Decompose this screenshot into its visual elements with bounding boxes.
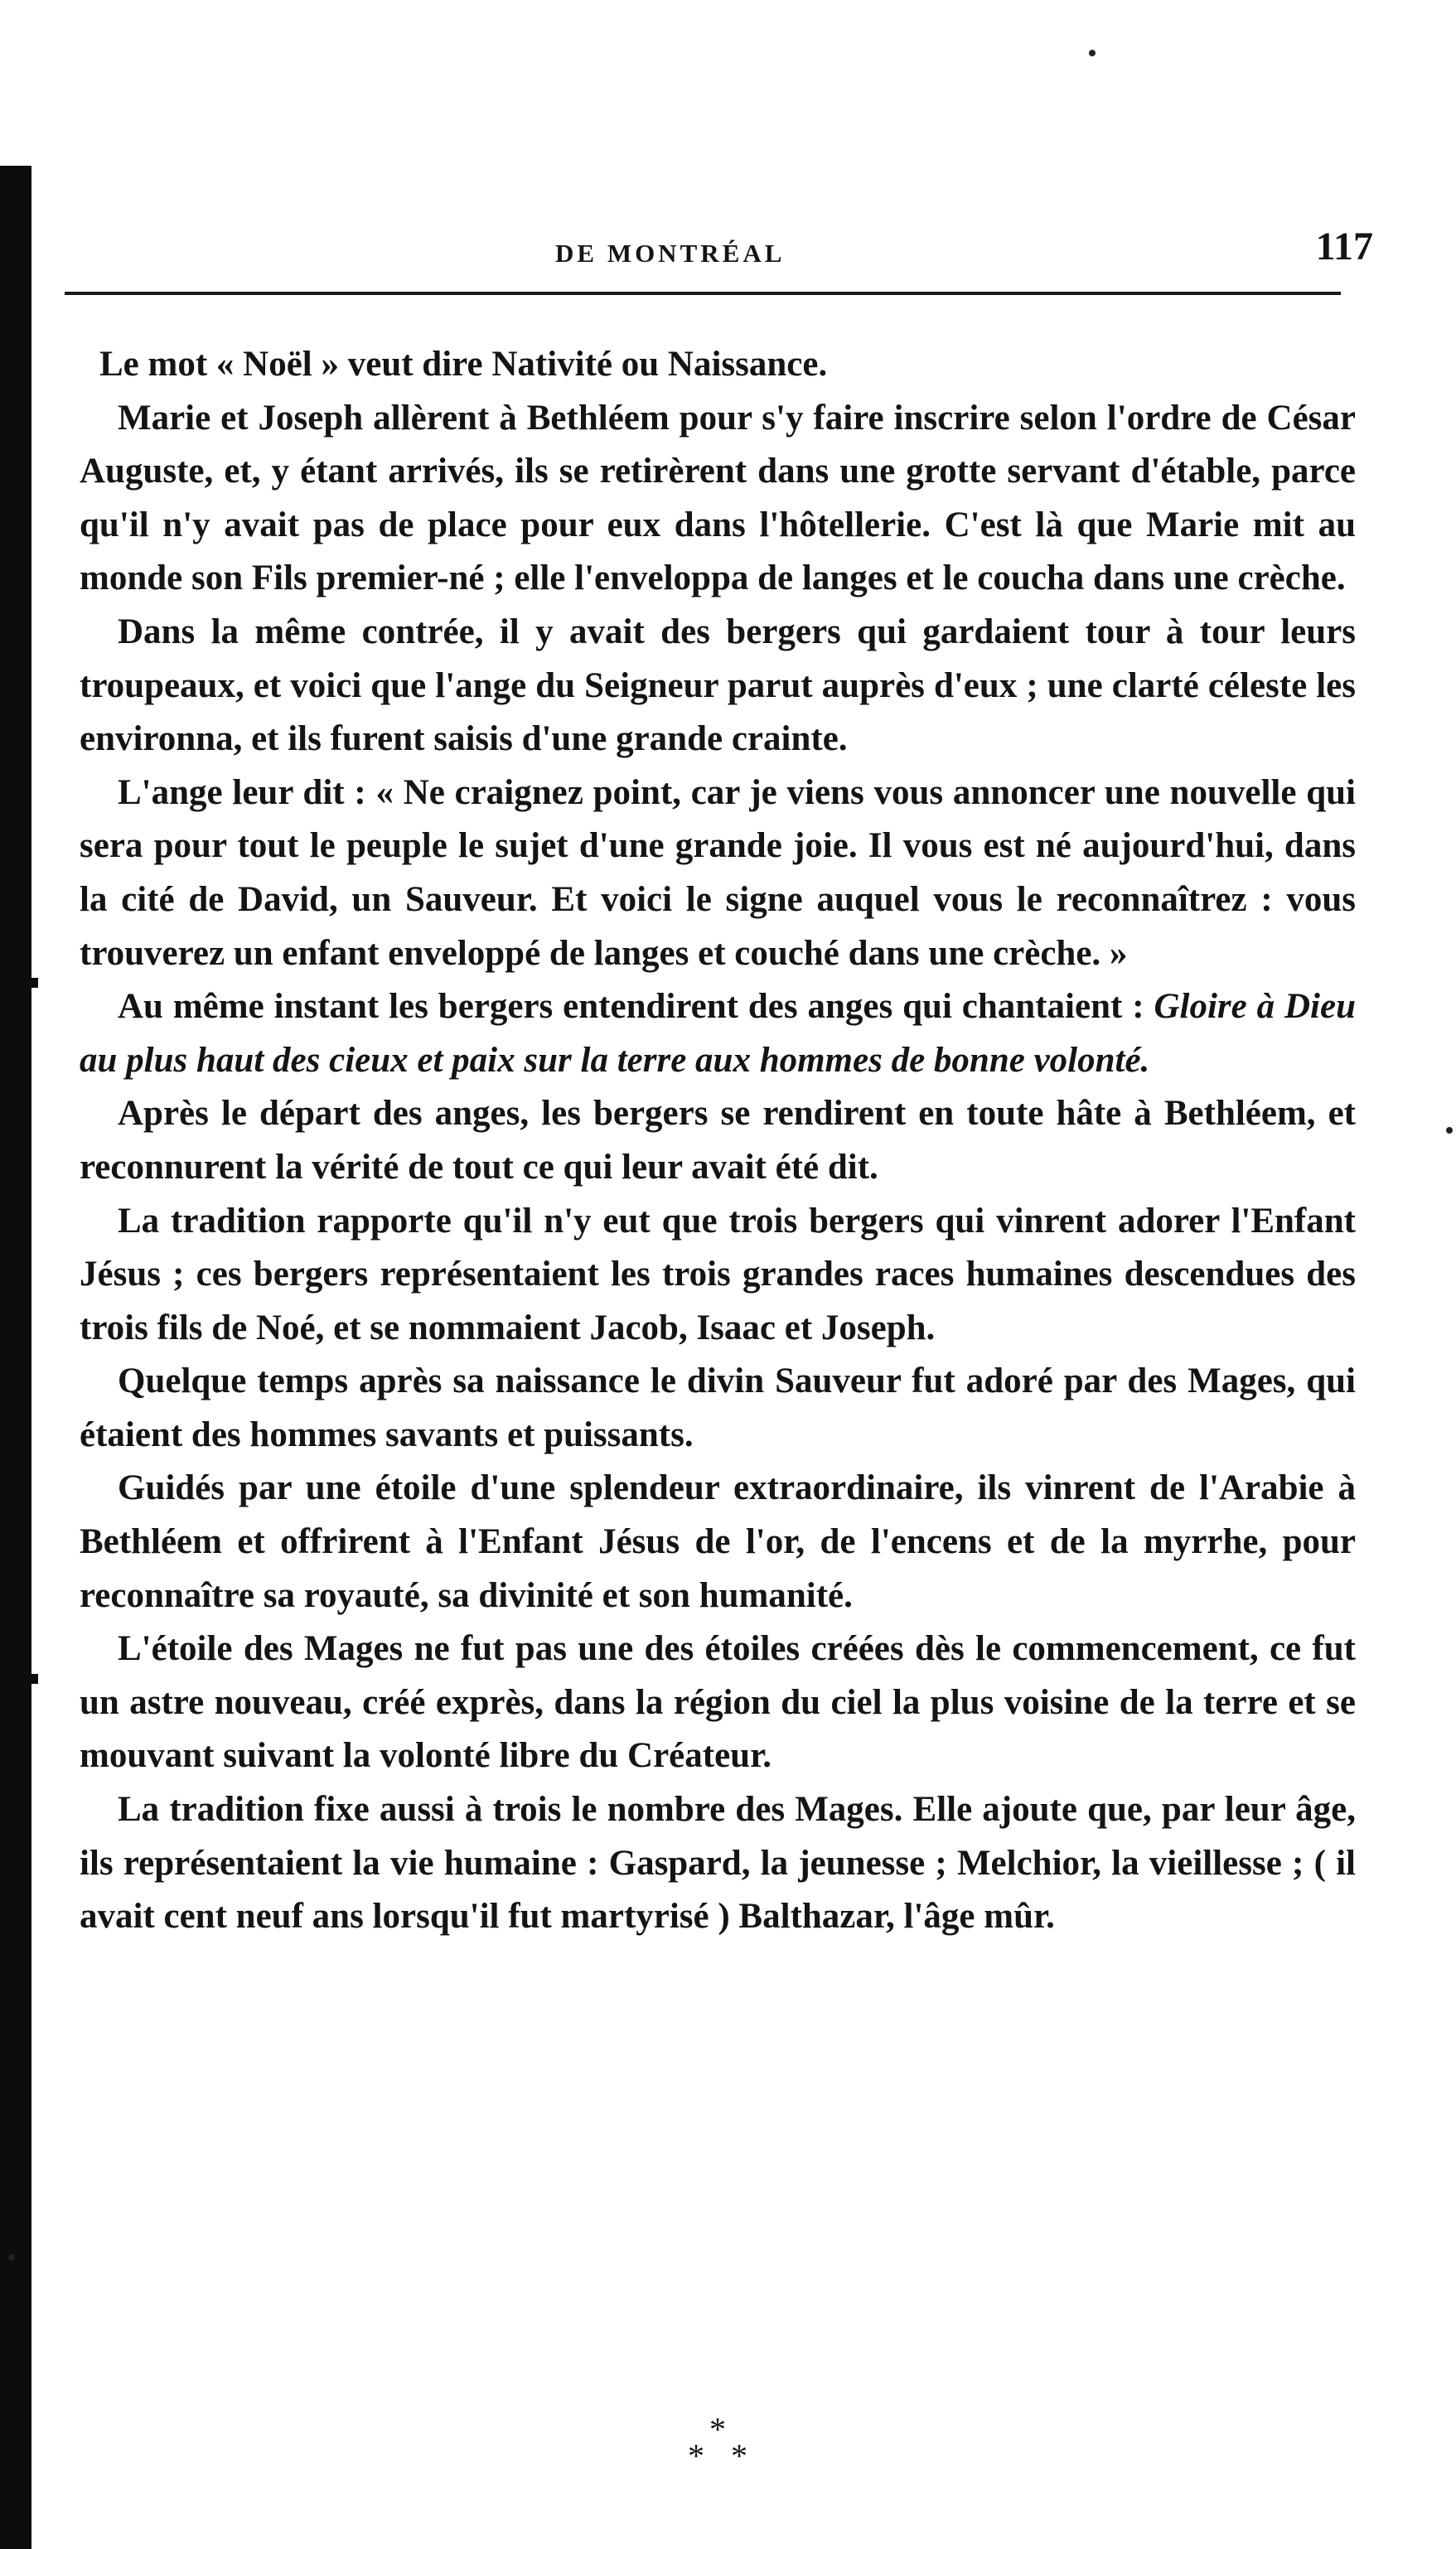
paragraph: Guidés par une étoile d'une splendeur extraordinaire, ils vinrent de l'Arabie à Bethléem et offrirent à l'Enfant Jésus de l'or, de l'encens et de la myrrhe, pour reconnaître sa royauté, sa divinité et son humanité. (80, 1468, 1356, 1615)
page-text (80, 338, 1356, 1944)
paragraph: Le mot « Noël » veut dire Nativité ou Naissance. (99, 345, 828, 384)
binding-mark (0, 978, 38, 988)
asterism-ornament (663, 2413, 779, 2479)
paragraph-angels (80, 980, 1356, 1087)
asterism-star: * (688, 2437, 704, 2474)
paragraph: L'étoile des Mages ne fut pas une des étoiles créées dès le commencement, ce fut un astre nouveau, créé exprès, dans la région du ciel la plus voisine de la terre et se mouvant suivant la volonté libre du Créateur. (80, 1629, 1356, 1776)
asterism-star: * (709, 2411, 726, 2448)
angels-intro: Au même instant les bergers entendirent des anges qui chantaient : (118, 987, 1144, 1027)
paragraph: Après le départ des anges, les bergers se rendirent en toute hâte à Bethléem, et reconnurent la vérité de tout ce qui leur avait été dit. (80, 1094, 1356, 1187)
paragraph: Quelque temps après sa naissance le divin Sauveur fut adoré par des Mages, qui étaient des hommes savants et puissants. (80, 1362, 1356, 1454)
asterism-star: * (731, 2437, 747, 2474)
paragraph: La tradition rapporte qu'il n'y eut que trois bergers qui vinrent adorer l'Enfant Jésus ; ces bergers représentaient les trois grandes races humaines descendues des trois fils de Noé, et se nommaient Jacob, Isaac et Joseph. (80, 1201, 1356, 1347)
paragraph: La tradition fixe aussi à trois le nombre des Mages. Elle ajoute que, par leur âge, ils représentaient la vie humaine : Gaspard, la jeunesse ; Melchior, la vieillesse ; ( il avait cent neuf ans lorsqu'il fut martyrisé ) Balthazar, l'âge mûr. (80, 1790, 1356, 1937)
paragraph: Marie et Joseph allèrent à Bethléem pour s'y faire inscrire selon l'ordre de César Auguste, et, y étant arrivés, ils se retirèrent dans une grotte servant d'étable, parce qu'il n'y avait pas de place pour eux dans l'hôtellerie. C'est là que Marie mit au monde son Fils premier-né ; elle l'enveloppa de langes et le coucha dans une crèche. (80, 398, 1356, 598)
paragraph: L'ange leur dit : « Ne craignez point, car je viens vous annoncer une nouvelle qui sera pour tout le peuple le sujet d'une grande joie. Il vous est né aujourd'hui, dans la cité de David, un Sauveur. Et voici le signe auquel vous le reconnaîtrez : vous trouverez un enfant enveloppé de langes et couché dans une crèche. » (80, 772, 1356, 973)
print-speck (1446, 1127, 1453, 1134)
page-number: 117 (1315, 225, 1373, 268)
running-header (50, 224, 1373, 282)
header-rule (65, 292, 1341, 295)
binding-mark (0, 1674, 38, 1684)
print-speck (1089, 50, 1096, 56)
running-title: DE MONTRÉAL (555, 239, 786, 268)
print-speck (8, 2254, 15, 2261)
angels-hymn: Gloire à Dieu au plus haut des cieux et paix sur la terre aux hommes de bonne volonté. (80, 987, 1356, 1080)
page-binding-shadow (0, 166, 31, 2549)
paragraph: Dans la même contrée, il y avait des bergers qui gardaient tour à tour leurs troupeaux, et voici que l'ange du Seigneur parut auprès d'eux ; une clarté céleste les environna, et ils furent saisis d'une grande crainte. (80, 612, 1356, 759)
